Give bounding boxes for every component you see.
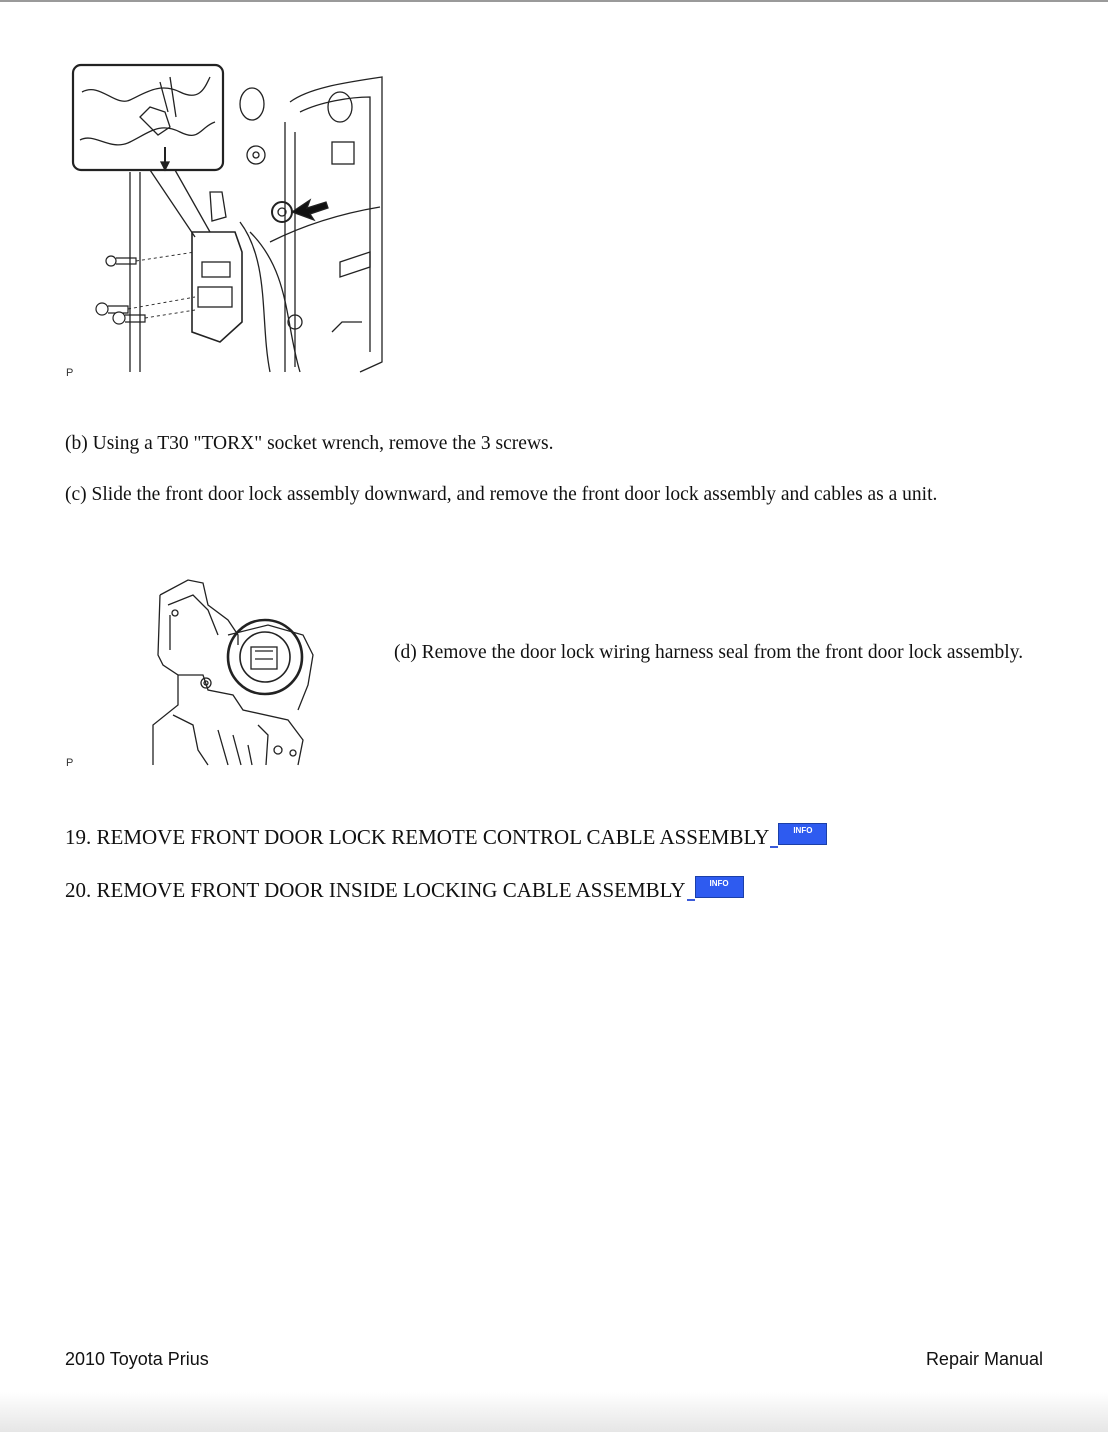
heading-20-text: 20. REMOVE FRONT DOOR INSIDE LOCKING CABLE ASSEMBLY [65,878,686,902]
heading-19-link-underline [770,846,778,848]
step-c-text: (c) Slide the front door lock assembly downward, and remove the front door lock assembly and cables as a unit. [65,484,938,505]
figure-1-label: P [66,367,74,379]
heading-20 [65,877,744,903]
step-b-text: (b) Using a T30 "TORX" socket wrench, remove the 3 screws. [65,433,554,454]
figure-2-label: P [66,757,74,769]
info-button[interactable]: INFO [695,876,744,898]
heading-19-text: 19. REMOVE FRONT DOOR LOCK REMOTE CONTROL CABLE ASSEMBLY [65,825,770,849]
step-d-text: (d) Remove the door lock wiring harness seal from the front door lock assembly. [394,642,1024,663]
top-border [0,0,1108,2]
door-lock-seal-diagram [148,575,318,770]
info-button[interactable]: INFO [778,823,827,845]
heading-20-link-underline [687,899,695,901]
door-lock-removal-illustration [70,62,390,377]
page-bottom-shadow [0,1392,1108,1432]
footer-right: Repair Manual [925,1349,1043,1369]
heading-19 [65,824,827,850]
door-lock-seal-illustration [148,575,318,770]
door-lock-removal-diagram [70,62,390,377]
footer-left: 2010 Toyota Prius [65,1349,209,1369]
